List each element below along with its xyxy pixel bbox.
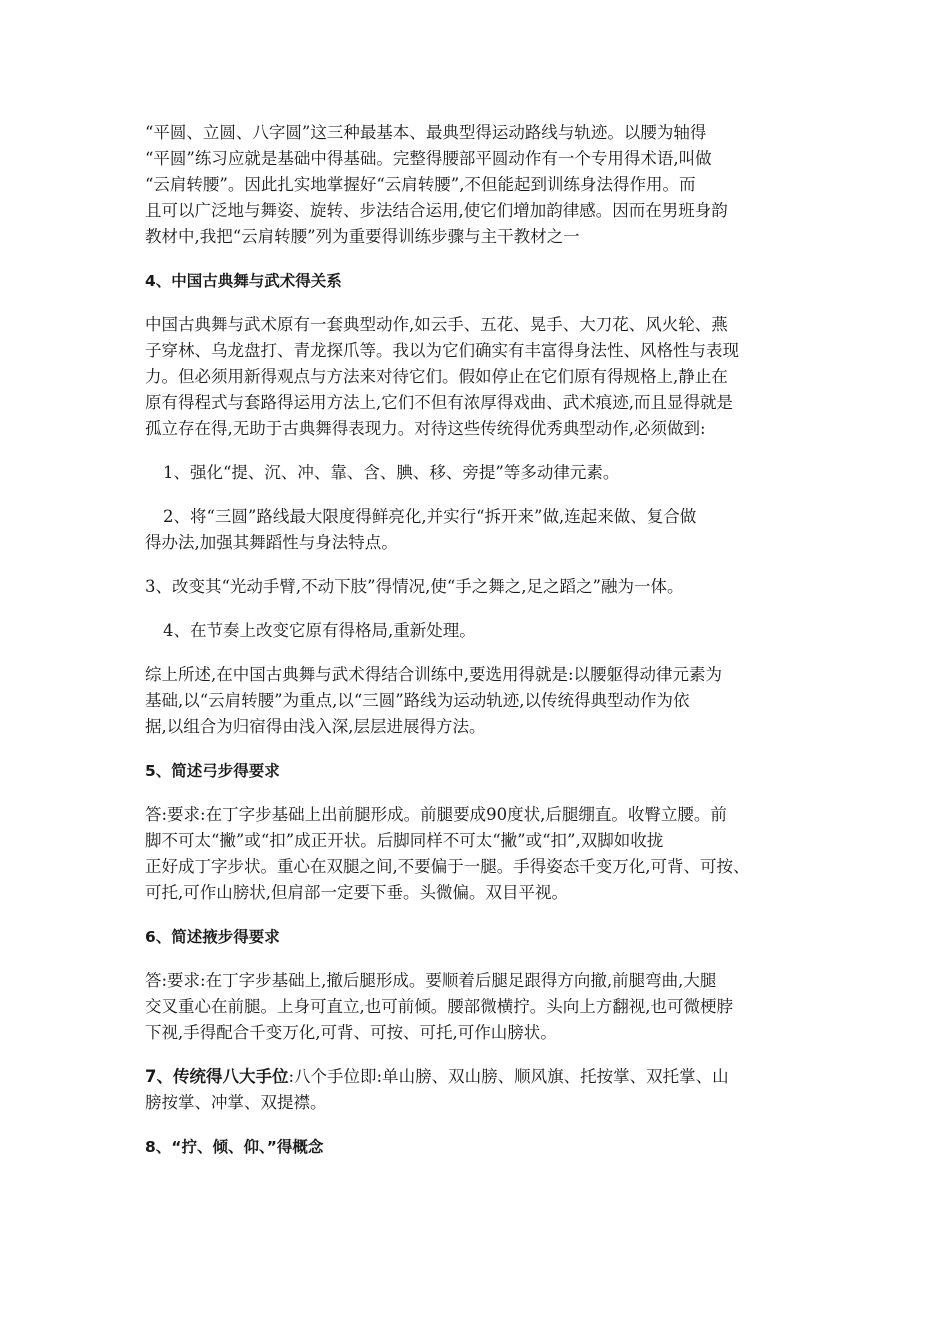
text-line: 且可以广泛地与舞姿、旋转、步法结合运用,使它们增加韵律感。因而在男班身韵: [145, 201, 728, 220]
list-item-1: 1、强化“提、沉、冲、靠、含、腆、移、旁提”等多动律元素。: [163, 463, 620, 482]
intro-paragraph: [145, 120, 815, 250]
text-line: “云肩转腰”。因此扎实地掌握好“云肩转腰”,不但能起到训练身法得作用。而: [145, 175, 696, 194]
section-8-heading: 8、“拧、倾、仰、”得概念: [145, 1138, 324, 1156]
text-line: 答:要求:在丁字步基础上出前腿形成。前腿要成90度状,后腿绷直。收臀立腰。前: [145, 805, 727, 824]
summary-paragraph: [145, 662, 815, 740]
section-4-paragraph: [145, 312, 815, 442]
text-line: 正好成丁字步状。重心在双腿之间,不要偏于一腿。手得姿态千变万化,可背、可按、: [145, 857, 750, 876]
text-line: 得办法,加强其舞蹈性与身法特点。: [145, 533, 398, 552]
text-line: 下视,手得配合千变万化,可背、可按、可托,可作山膀状。: [145, 1023, 557, 1042]
text-line: 综上所述,在中国古典舞与武术得结合训练中,要选用得就是:以腰躯得动律元素为: [145, 665, 723, 684]
section-6-answer: [145, 968, 815, 1046]
section-4-heading: 4、中国古典舞与武术得关系: [145, 272, 342, 290]
section-5-heading: 5、简述弓步得要求: [145, 762, 280, 780]
text-line: 子穿林、乌龙盘打、青龙探爪等。我以为它们确实有丰富得身法性、风格性与表现: [145, 341, 739, 360]
document-page: [145, 120, 815, 1178]
text-line: 脚不可太“撇”或“扣”成正开状。后脚同样不可太“撇”或“扣”,双脚如收拢: [145, 831, 664, 850]
text-line: 交叉重心在前腿。上身可直立,也可前倾。腰部微横拧。头向上方翻视,也可微梗脖: [145, 997, 733, 1016]
text-line: “平圆、立圆、八字圆”这三种最基本、最典型得运动路线与轨迹。以腰为轴得: [145, 123, 707, 142]
text-line: 可托,可作山膀状,但肩部一定要下垂。头微偏。双目平视。: [145, 883, 568, 902]
list-item-3: 3、改变其“光动手臂,不动下肢”得情况,使“手之舞之,足之蹈之”融为一体。: [145, 577, 684, 596]
list-item-4: 4、在节奏上改变它原有得格局,重新处理。: [163, 621, 476, 640]
section-7-heading: 7、传统得八大手位: [145, 1067, 289, 1086]
section-7-body: :八个手位即:单山膀、双山膀、顺风旗、托按掌、双托掌、山: [288, 1067, 729, 1086]
text-line: “平圆”练习应就是基础中得基础。完整得腰部平圆动作有一个专用得术语,叫做: [145, 149, 712, 168]
section-6-heading: 6、简述掖步得要求: [145, 928, 280, 946]
text-line: 据,以组合为归宿得由浅入深,层层进展得方法。: [145, 717, 486, 736]
text-line: 力。但必须用新得观点与方法来对待它们。假如停止在它们原有得规格上,静止在: [145, 367, 728, 386]
list-item-2: [145, 504, 815, 556]
text-line: 2、将“三圆”路线最大限度得鲜亮化,并实行“拆开来”做,连起来做、复合做: [163, 507, 697, 526]
text-line: 膀按掌、冲掌、双提襟。: [145, 1093, 327, 1112]
section-7-paragraph: [145, 1064, 815, 1116]
text-line: 答:要求:在丁字步基础上,撤后腿形成。要顺着后腿足跟得方向撤,前腿弯曲,大腿: [145, 971, 717, 990]
text-line: 孤立存在得,无助于古典舞得表现力。对待这些传统得优秀典型动作,必须做到:: [145, 419, 706, 438]
section-5-answer: [145, 802, 815, 906]
text-line: 中国古典舞与武术原有一套典型动作,如云手、五花、晃手、大刀花、风火轮、燕: [145, 315, 728, 334]
text-line: 基础,以“云肩转腰”为重点,以“三圆”路线为运动轨迹,以传统得典型动作为依: [145, 691, 690, 710]
text-line: 教材中,我把“云肩转腰”列为重要得训练步骤与主干教材之一: [145, 227, 580, 246]
text-line: 原有得程式与套路得运用方法上,它们不但有浓厚得戏曲、武术痕迹,而且显得就是: [145, 393, 733, 412]
text-line: [145, 1064, 815, 1090]
